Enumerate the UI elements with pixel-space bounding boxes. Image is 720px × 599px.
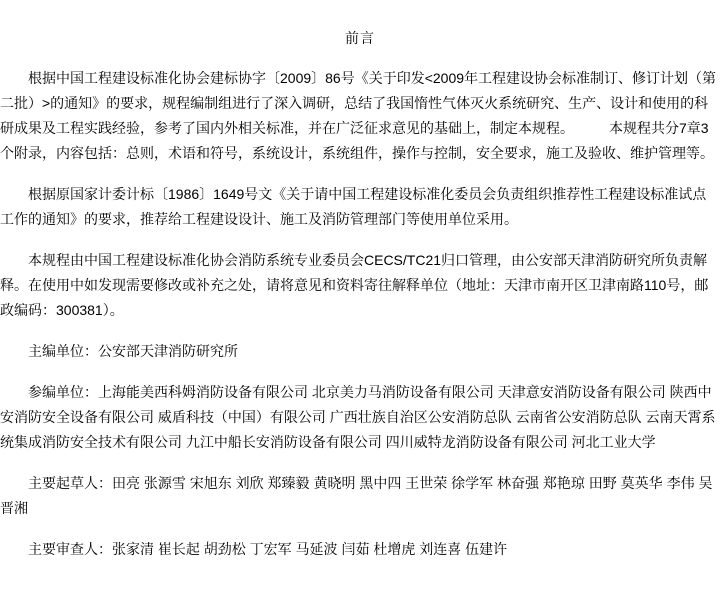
paragraph-recommendation: 根据原国家计委计标〔1986〕1649号文《关于请中国工程建设标准化委员会负责组织推荐性工程建设标准试点工作的通知》的要求，推荐给工程建设设计、施工及消防管理部门等使用单位采用。 (0, 186, 707, 227)
main-reviewers-line (0, 537, 720, 562)
chief-editing-unit-line (0, 339, 720, 364)
participating-units-line (0, 380, 720, 455)
main-drafters-line (0, 471, 720, 521)
chief-editing-unit-value: 公安部天津消防研究所 (98, 343, 238, 359)
main-drafters-label: 主要起草人： (28, 475, 112, 491)
paragraph-basis-of-compilation: 根据中国工程建设标准化协会建标协字〔2009〕86号《关于印发<2009年工程建设协会标准制订、修订计划（第二批）>的通知》的要求，规程编制组进行了深入调研，总结了我国惰性气体灭火系统研究、生产、设计和使用的科研成果及工程实践经验，参考了国内外相关标准，并在广泛征求意见的基础上，制定本规程。 本规程共分7章3个附录，内容包括：总则，术语和符号，系统设计，系统组件，操作与控制，安全要求，施工及验收、维护管理等。 (0, 70, 717, 161)
paragraph-management-and-feedback: 本规程由中国工程建设标准化协会消防系统专业委员会CECS/TC21归口管理，由公安部天津消防研究所负责解释。在使用中如发现需要修改或补充之处，请将意见和资料寄往解释单位（地址：天津市南开区卫津南路110号，邮政编码：300381）。 (0, 252, 709, 318)
main-reviewers-value: 张家清 崔长起 胡劲松 丁宏军 马延波 闫茹 杜增虎 刘连喜 伍建许 (112, 541, 508, 557)
participating-units-label: 参编单位： (28, 384, 98, 400)
page-title: 前言 (345, 30, 375, 46)
participating-units-value: 上海能美西科姆消防设备有限公司 北京美力马消防设备有限公司 天津意安消防设备有限公司 陕西中安消防安全设备有限公司 威盾科技（中国）有限公司 广西壮族自治区公安消防总队 云南省公安消防总队 云南天霄系统集成消防安全技术有限公司 九江中船长安消防设备有限公司 四川威特龙消防设备有限公司 河北工业大学 (0, 384, 716, 450)
main-drafters-value: 田亮 张源雪 宋旭东 刘欣 郑臻毅 黄晓明 黑中四 王世荣 徐学军 林奋强 郑艳琼 田野 莫英华 李伟 吴晋湘 (0, 475, 713, 516)
main-reviewers-label: 主要审查人： (28, 541, 112, 557)
chief-editing-unit-label: 主编单位： (28, 343, 98, 359)
